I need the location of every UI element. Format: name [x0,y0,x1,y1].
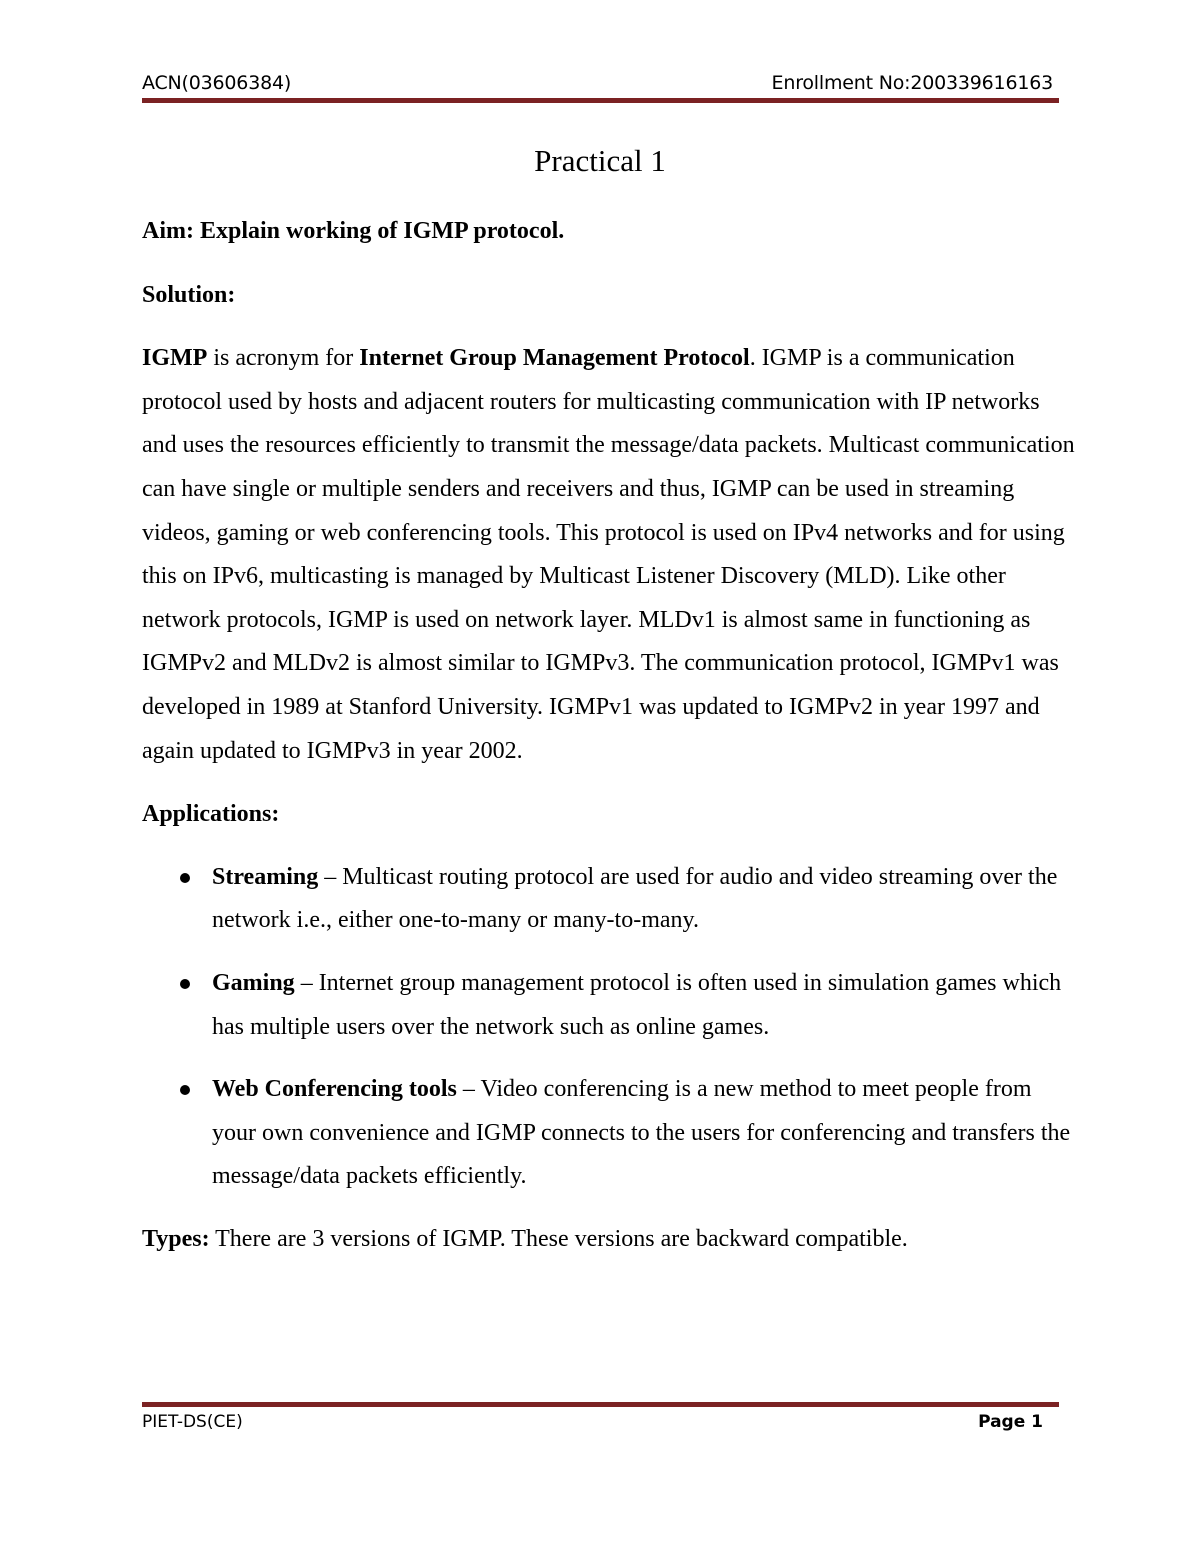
page-header [142,72,1059,100]
types-paragraph [142,1218,1077,1262]
types-text: There are 3 versions of IGMP. These versions are backward compatible. [209,1225,908,1252]
intro-text-1: is acronym for [207,345,360,372]
page-content [142,210,1077,1261]
aim-statement: Aim: Explain working of IGMP protocol. [142,218,565,244]
bullet-icon [180,1085,190,1095]
intro-paragraph [142,337,1077,773]
applications-list [142,856,1077,1199]
types-label: Types: [142,1225,210,1252]
footer-rule [142,1402,1059,1407]
intro-full-name: Internet Group Management Protocol [359,345,750,372]
application-text: – Multicast routing protocol are used for audio and video streaming over the network i.e., either one-to-many or many-to-many. [212,863,1058,934]
application-name: Web Conferencing tools [212,1076,457,1103]
intro-term: IGMP [142,345,208,372]
list-item [142,856,1077,943]
enrollment-number: Enrollment No:200339616163 [771,72,1053,94]
page-number: Page 1 [978,1412,1043,1432]
intro-text-2: . IGMP is a communication protocol used by hosts and adjacent routers for multicasting communication with IP networks and uses the resources efficiently to transmit the message/data packets. Multicast communication can have single or multiple senders and receivers and thus, IGMP can be used in streaming videos, gaming or web conferencing tools. This protocol is used on IPv4 networks and for using this on IPv6, multicasting is managed by Multicast Listener Discovery (MLD). Like other network protocols, IGMP is used on network layer. MLDv1 is almost same in functioning as IGMPv2 and MLDv2 is almost similar to IGMPv3. The communication protocol, IGMPv1 was developed in 1989 at Stanford University. IGMPv1 was updated to IGMPv2 in year 1997 and again updated to IGMPv3 in year 2002. [142,345,1075,764]
bullet-icon [180,873,190,883]
department-label: PIET-DS(CE) [142,1412,243,1432]
application-name: Streaming [212,863,319,890]
page-title: Practical 1 [534,143,666,178]
bullet-icon [180,979,190,989]
list-item [142,1068,1077,1199]
application-text: – Internet group management protocol is often used in simulation games which has multiple users over the network such as online games. [212,969,1062,1040]
application-name: Gaming [212,969,295,996]
list-item [142,962,1077,1049]
header-rule [142,98,1059,103]
applications-heading: Applications: [142,801,280,828]
application-text: – Video conferencing is a new method to meet people from your own convenience and IGMP connects to the users for conferencing and transfers the message/data packets efficiently. [212,1076,1071,1190]
solution-heading: Solution: [142,281,236,308]
course-code: ACN(03606384) [142,72,292,94]
